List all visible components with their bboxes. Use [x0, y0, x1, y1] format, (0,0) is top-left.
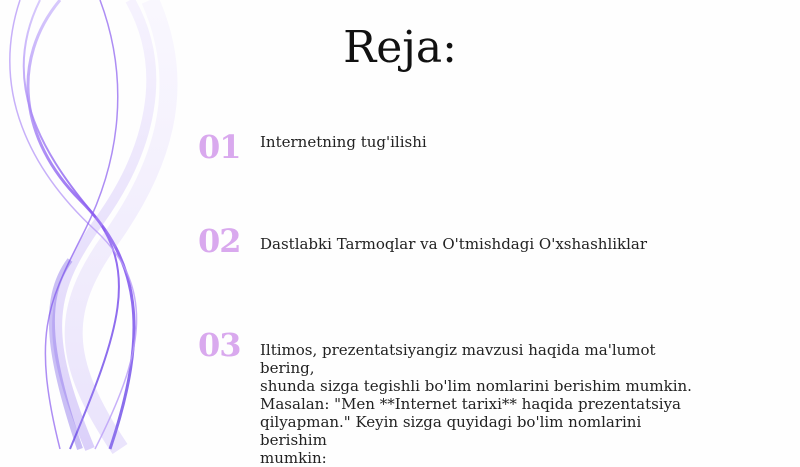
purple-smoke-decoration	[0, 0, 220, 449]
item-text-2: Dastlabki Tarmoqlar va O'tmishdagi O'xshashliklar	[260, 235, 648, 253]
item-text-3: Iltimos, prezentatsiyangiz mavzusi haqida ma'lumot bering, shunda sizga tegishli bo'lim nomlarini berishim mumkin. Masalan: "Men **Internet tarixi** haqida prezentatsiya qilyapman." Keyin sizga quyidagi bo'lim nomlarini berishim mumkin:	[260, 341, 692, 467]
item-number-1: 01	[198, 128, 241, 166]
item-number-2: 02	[198, 222, 241, 260]
item-text-1: Internetning tug'ilishi	[260, 133, 427, 151]
item-number-3: 03	[198, 326, 241, 364]
slide-title: Reja:	[343, 22, 457, 73]
